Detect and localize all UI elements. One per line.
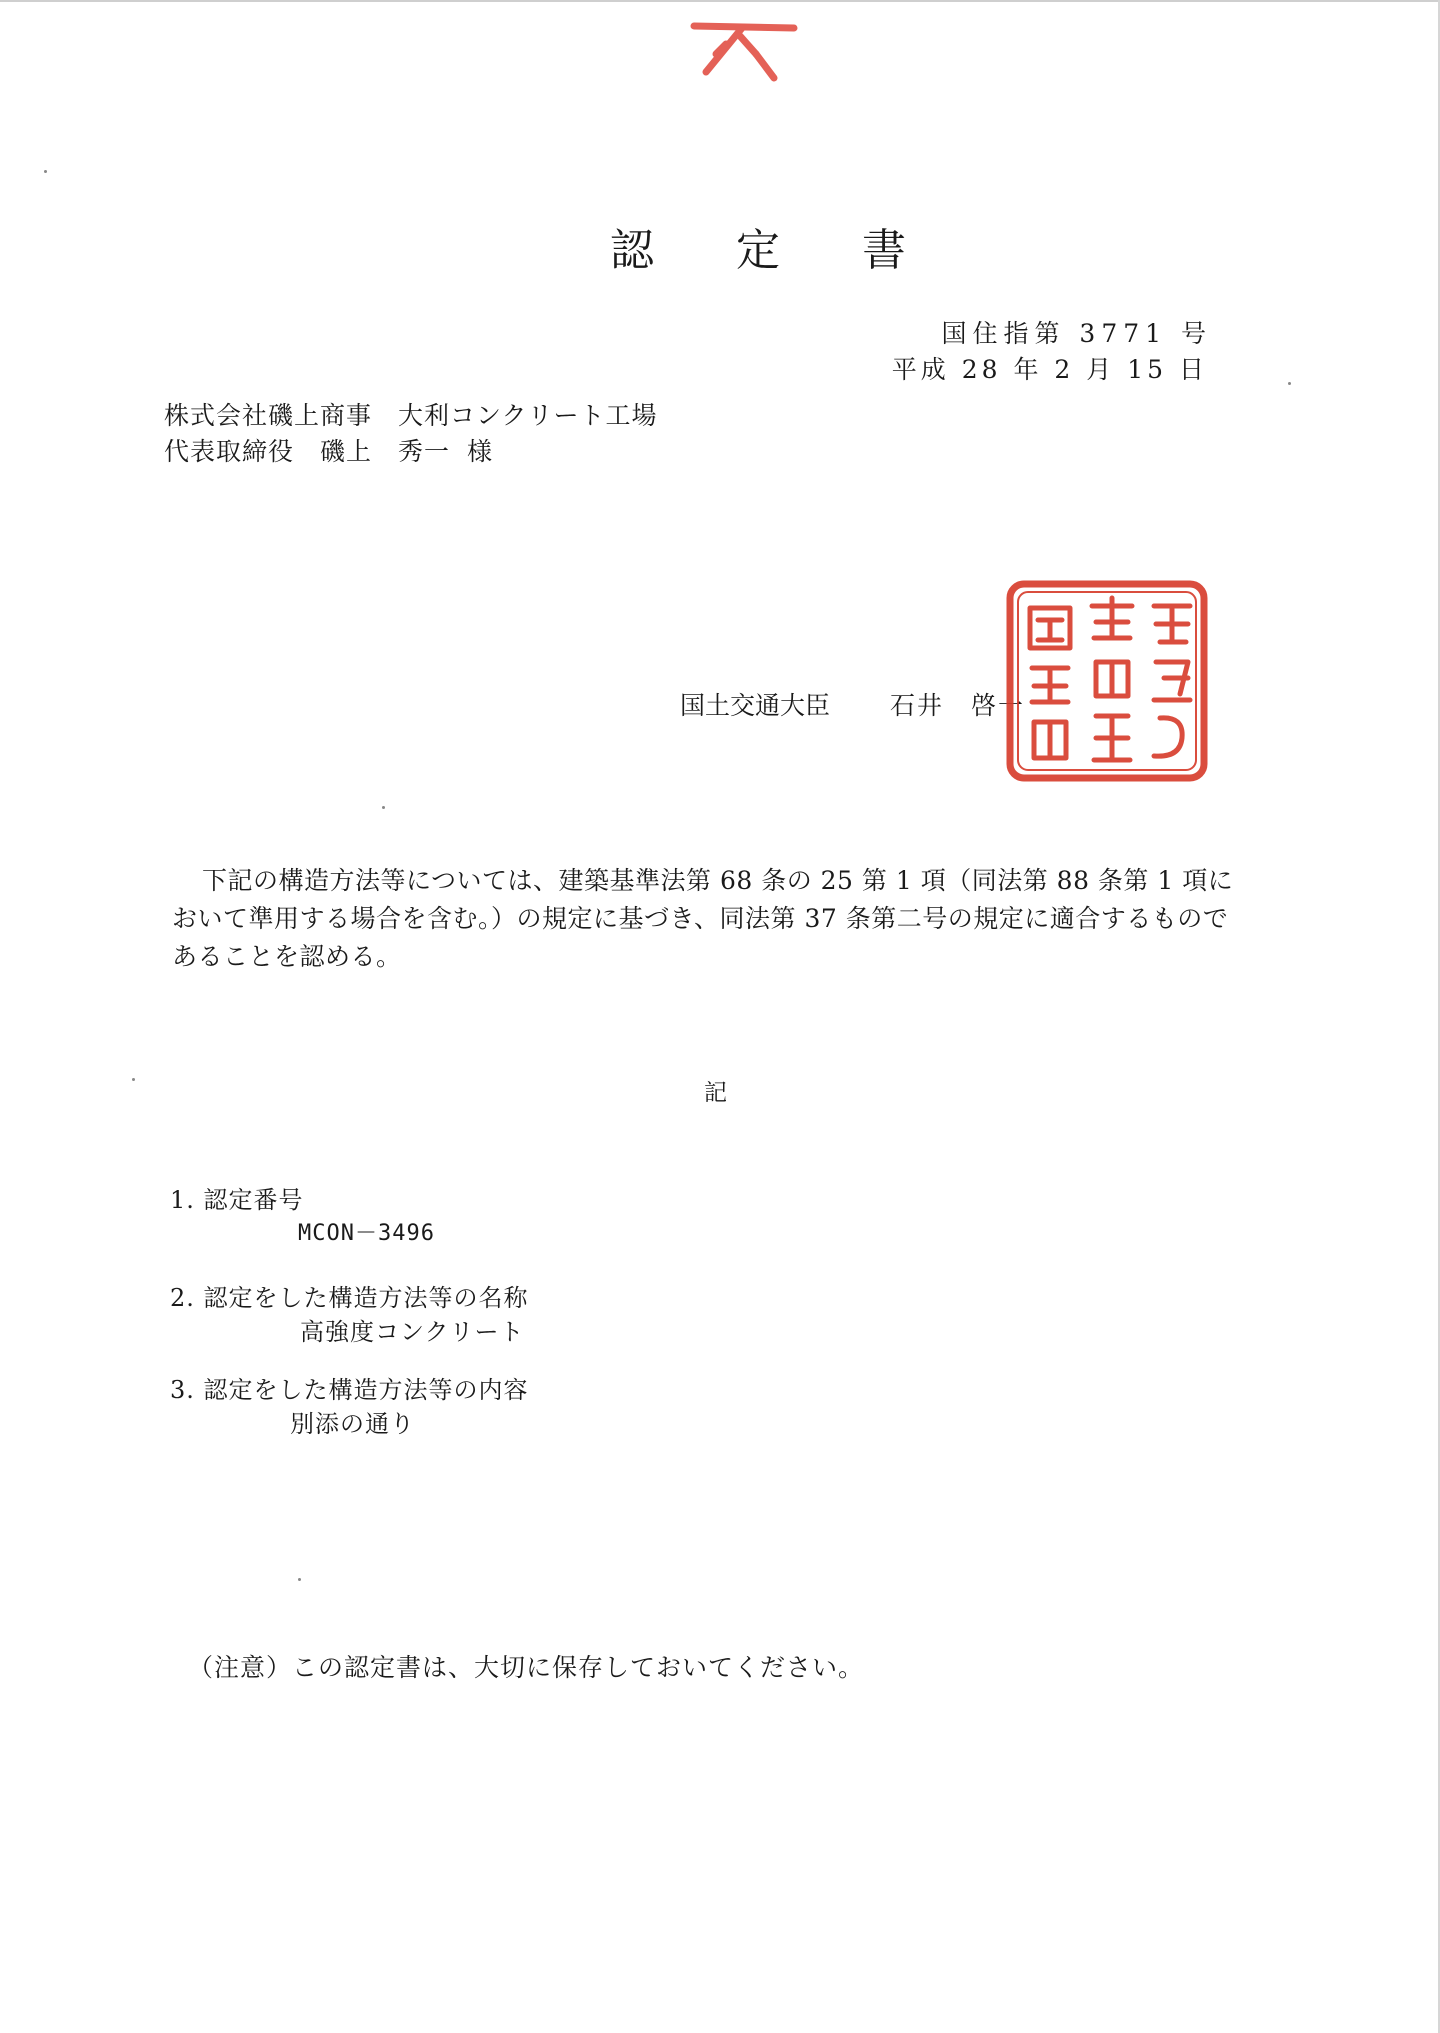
receipt-stamp-icon <box>686 14 804 84</box>
scan-speck <box>1288 382 1291 385</box>
scan-speck <box>44 170 47 173</box>
scan-speck <box>382 806 385 809</box>
issuer-title: 国土交通大臣 <box>680 691 831 720</box>
item-3-value: 別添の通り <box>290 1410 415 1438</box>
scan-edge-top <box>0 0 1440 2</box>
ki-heading: 記 <box>704 1080 727 1106</box>
official-seal-icon <box>1004 578 1210 784</box>
item-2-title: 2. 認定をした構造方法等の名称 <box>170 1284 529 1312</box>
scan-speck <box>132 1078 135 1081</box>
recipient-representative: 代表取締役 磯上 秀一 様 <box>164 437 493 466</box>
item-2-value: 高強度コンクリート <box>300 1318 525 1346</box>
issuer-name: 石井 啓一 <box>890 691 1026 720</box>
item-1-value: MCON－3496 <box>298 1221 435 1246</box>
scan-speck <box>298 1578 301 1581</box>
recipient-company: 株式会社磯上商事 大利コンクリート工場 <box>164 401 658 430</box>
certification-body-text: 下記の構造方法等については、建築基準法第 68 条の 25 第 1 項（同法第 88 条第 1 項において準用する場合を含む。）の規定に基づき、同法第 37 条第二号の規定に適合するものであることを認める。 <box>172 866 1234 971</box>
document-number: 国住指第 3771 号 <box>941 319 1212 348</box>
caution-note: （注意）この認定書は、大切に保存しておいてください。 <box>188 1653 865 1682</box>
item-1-title: 1. 認定番号 <box>170 1186 304 1214</box>
document-date: 平成 28 年 2 月 15 日 <box>891 355 1208 384</box>
item-3-title: 3. 認定をした構造方法等の内容 <box>170 1376 529 1404</box>
document-title: 認 定 書 <box>610 225 940 276</box>
